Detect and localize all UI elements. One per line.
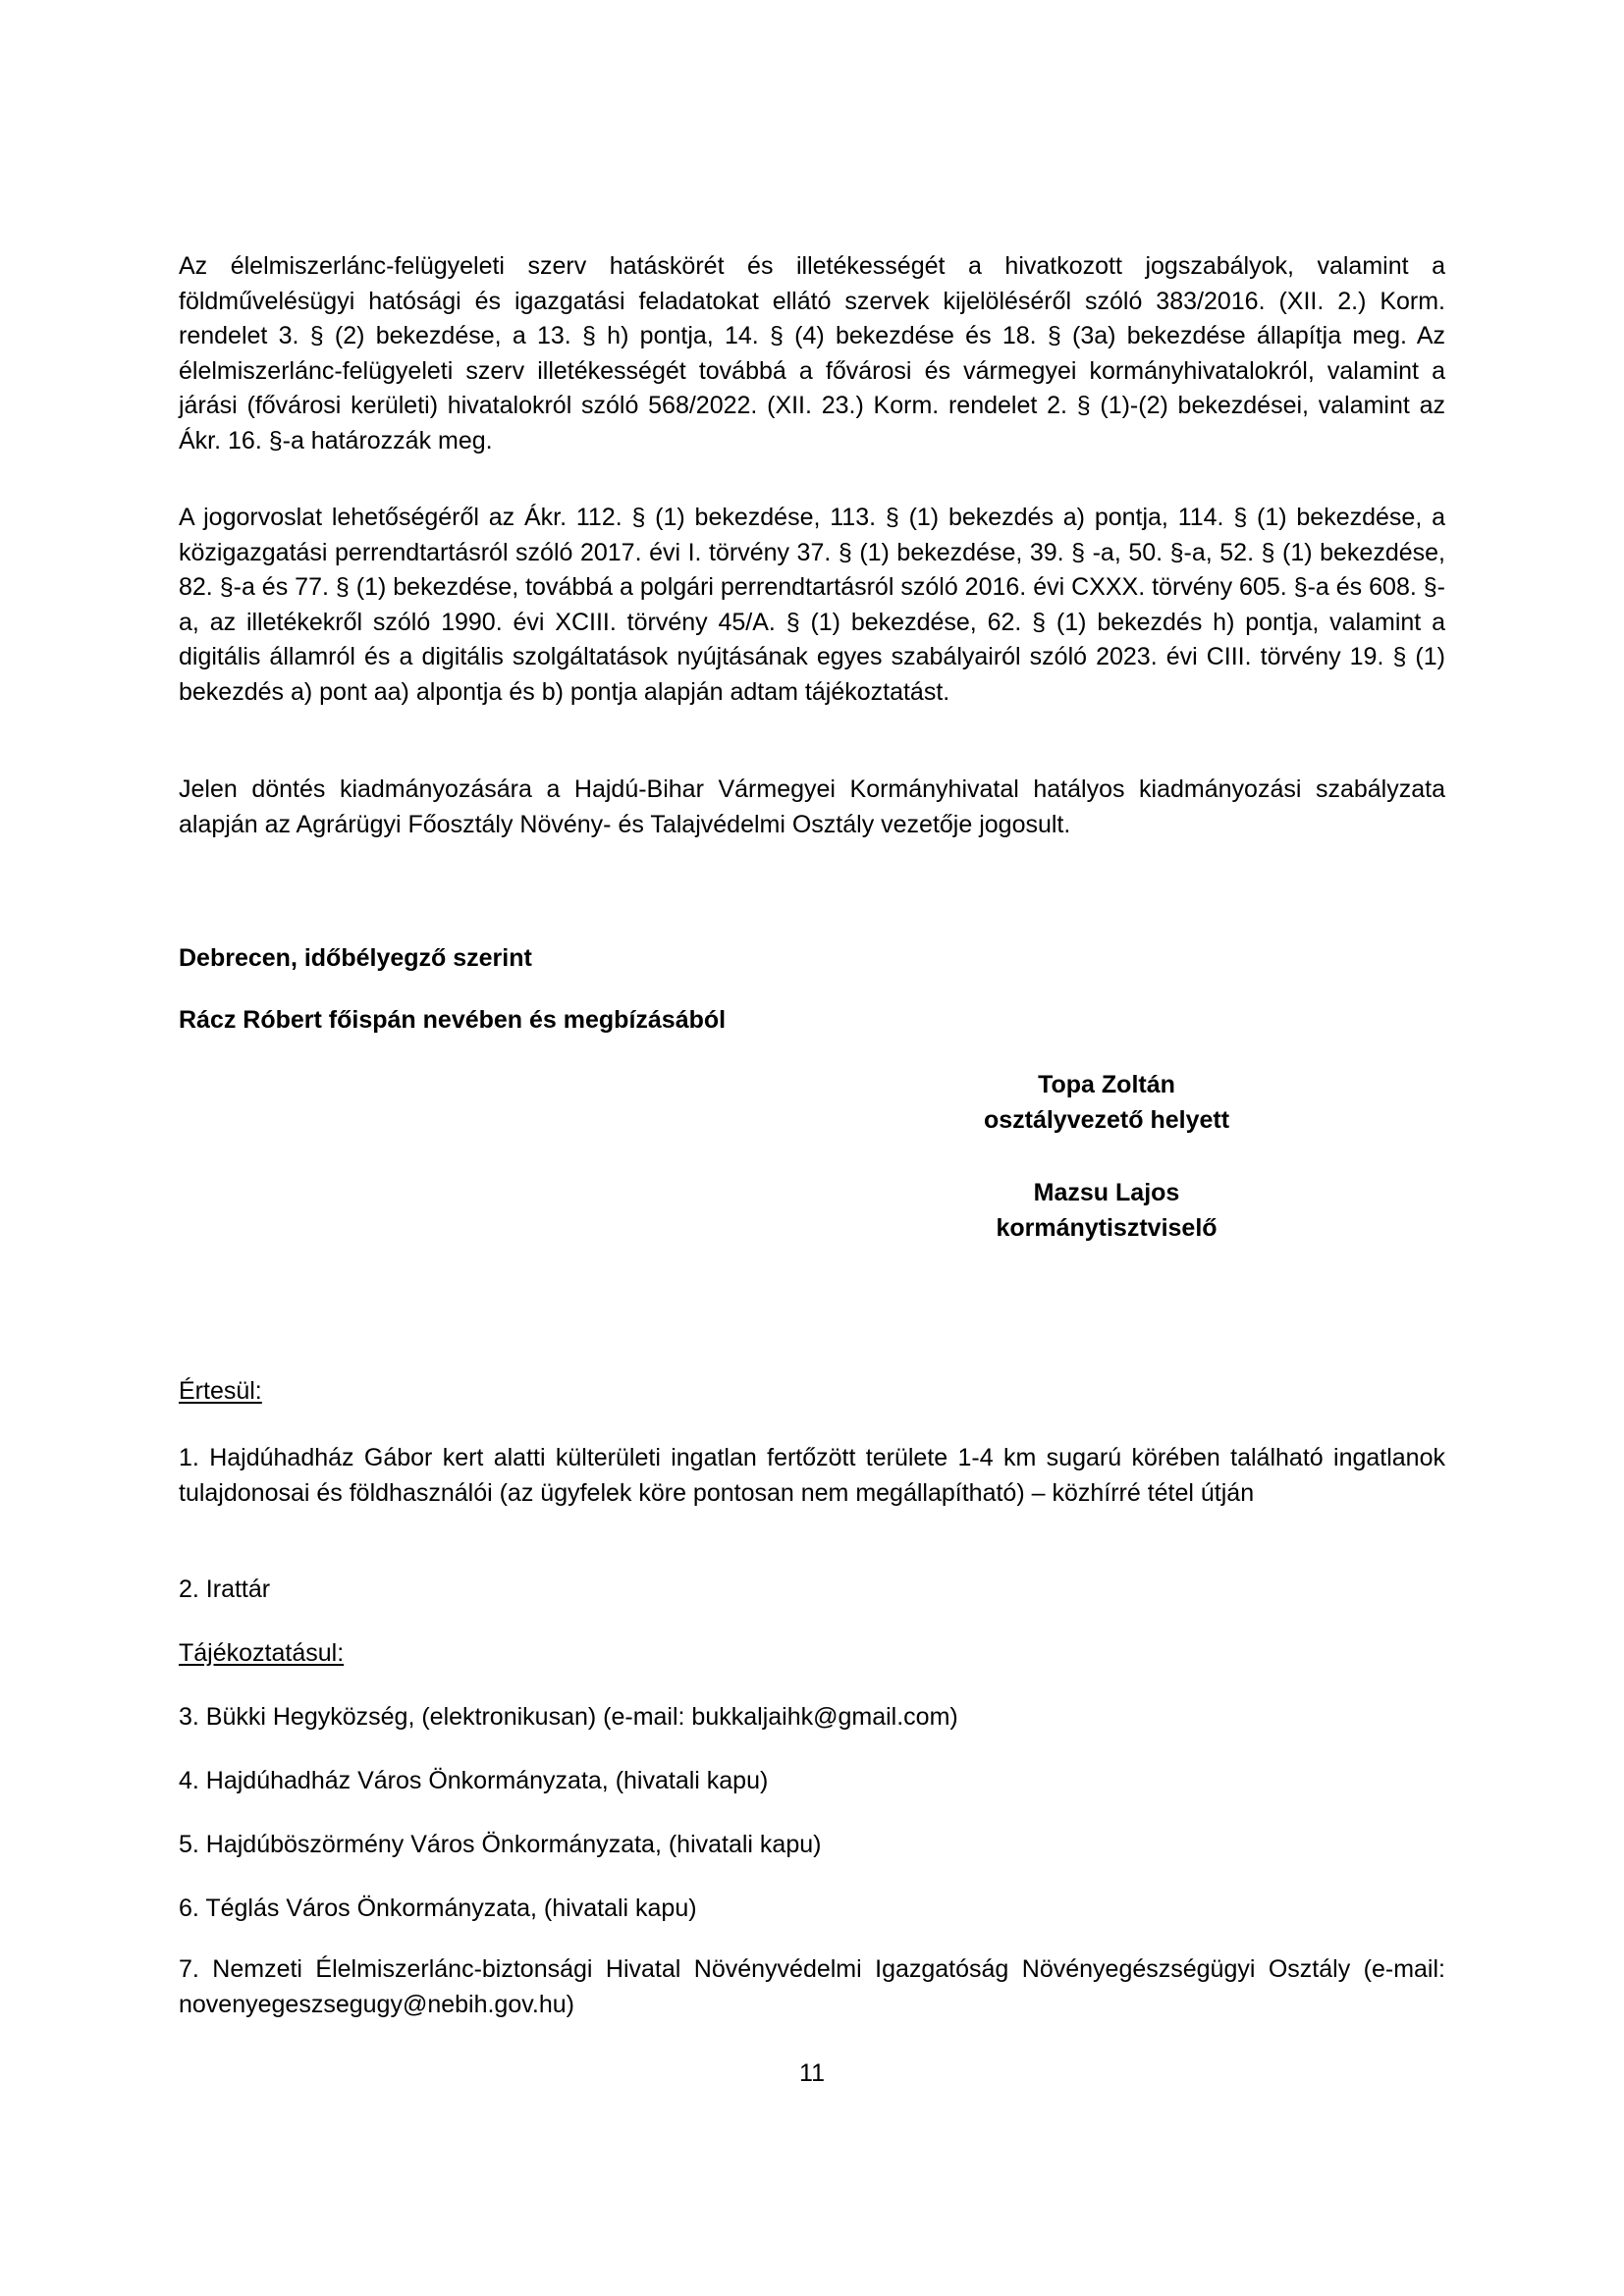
- information-item-7: 7. Nemzeti Élelmiszerlánc-biztonsági Hivatal Növényvédelmi Igazgatóság Növényegészségügyi Osztály (e-mail: novenyegeszsegugy@nebih.gov.hu): [179, 1955, 1445, 2018]
- information-item-4: 4. Hajdúhadház Város Önkormányzata, (hivatali kapu): [179, 1767, 769, 1794]
- paragraph-signing-authority: Jelen döntés kiadmányozására a Hajdú-Bihar Vármegyei Kormányhivatal hatályos kiadmányozási szabályzata alapján az Agrárügyi Főosztály Növény- és Talajvédelmi Osztály vezetője jogosult.: [179, 775, 1445, 838]
- signatory-title: kormánytisztviselő: [996, 1214, 1218, 1242]
- for-information-heading: Tájékoztatásul:: [179, 1639, 345, 1667]
- signatory-2: [910, 1175, 1303, 1246]
- notified-heading: Értesül:: [179, 1377, 262, 1405]
- notified-item-1: 1. Hajdúhadház Gábor kert alatti külterületi ingatlan fertőzött területe 1-4 km sugarú körében található ingatlanok tulajdonosai és földhasználói (az ügyfelek köre pontosan nem megállapítható) – közhírré tétel útján: [179, 1444, 1445, 1507]
- page-number: 11: [799, 2059, 825, 2087]
- paragraph-jurisdiction: Az élelmiszerlánc-felügyeleti szerv hatáskörét és illetékességét a hivatkozott jogszabályok, valamint a földművelésügyi hatósági és igazgatási feladatokat ellátó szervek kijelöléséről szóló 383/2016. (XII. 2.) Korm. rendelet 3. § (2) bekezdése, a 13. § h) pontja, 14. § (4) bekezdése és 18. § (3a) bekezdése állapítja meg. Az élelmiszerlánc-felügyeleti szerv illetékességét továbbá a fővárosi és vármegyei kormányhivatalokról, valamint a járási (fővárosi kerületi) hivatalokról szóló 568/2022. (XII. 23.) Korm. rendelet 2. § (1)-(2) bekezdései, valamint az Ákr. 16. §-a határozzák meg.: [179, 252, 1445, 454]
- on-behalf-line: Rácz Róbert főispán nevében és megbízásából: [179, 1006, 727, 1034]
- information-item-6: 6. Téglás Város Önkormányzata, (hivatali kapu): [179, 1895, 697, 1922]
- notified-item-2: 2. Irattár: [179, 1575, 271, 1603]
- paragraph-legal-remedy: A jogorvoslat lehetőségéről az Ákr. 112. § (1) bekezdése, 113. § (1) bekezdés a) pontja, 114. § (1) bekezdése, a közigazgatási perrendtartásról szóló 2017. évi I. törvény 37. § (1) bekezdése, 39. § -a, 50. §-a, 52. § (1) bekezdése, 82. §-a és 77. § (1) bekezdése, továbbá a polgári perrendtartásról szóló 2016. évi CXXX. törvény 605. §-a és 608. §-a, az illetékekről szóló 1990. évi XCIII. törvény 45/A. § (1) bekezdése, 62. § (1) bekezdés h) pontja, valamint a digitális államról és a digitális szolgáltatások nyújtásának egyes szabályairól szóló 2023. évi CIII. törvény 19. § (1) bekezdés a) pont aa) alpontja és b) pontja alapján adtam tájékoztatást.: [179, 504, 1445, 706]
- information-item-3: 3. Bükki Hegyközség, (elektronikusan) (e-mail: bukkaljaihk@gmail.com): [179, 1703, 958, 1731]
- place-date: Debrecen, időbélyegző szerint: [179, 944, 532, 972]
- signatory-name: Topa Zoltán: [1038, 1071, 1175, 1098]
- signatory-name: Mazsu Lajos: [1033, 1179, 1180, 1206]
- signatory-title: osztályvezető helyett: [983, 1106, 1230, 1134]
- information-item-5: 5. Hajdúböszörmény Város Önkormányzata, (hivatali kapu): [179, 1831, 822, 1858]
- signatory-1: [910, 1067, 1303, 1138]
